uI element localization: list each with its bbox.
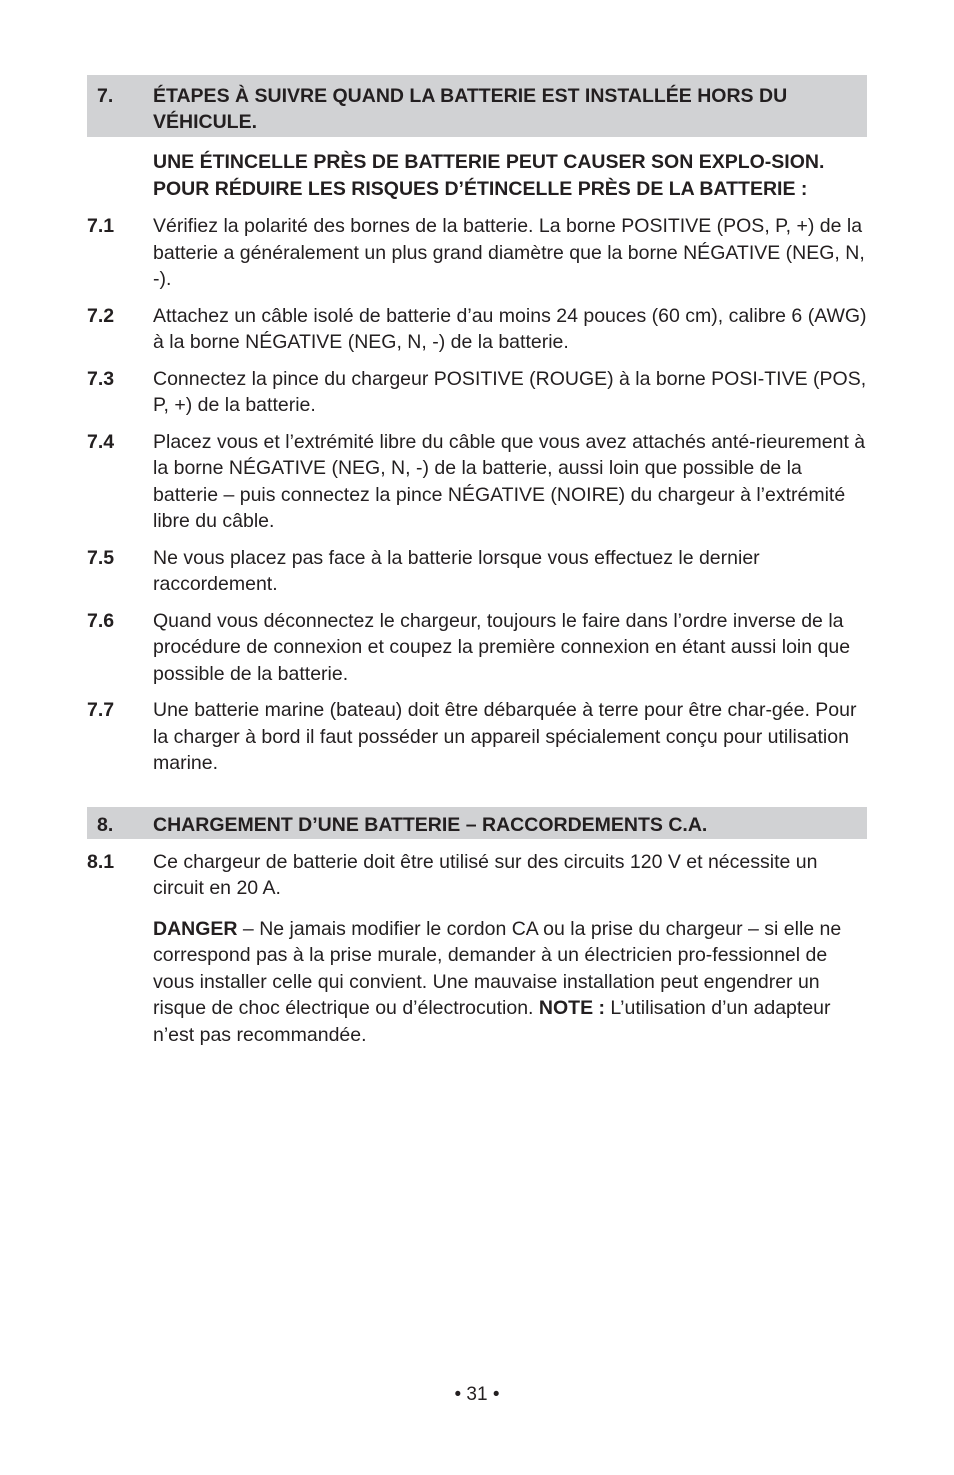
section-8-header bbox=[87, 807, 867, 839]
section-title: ÉTAPES À SUIVRE QUAND LA BATTERIE EST INSTALLÉE HORS DU VÉHICULE. bbox=[153, 85, 788, 133]
section-7-items bbox=[87, 213, 867, 777]
item-text: Ne vous placez pas face à la batterie lorsque vous effectuez le dernier raccordement. bbox=[153, 546, 760, 595]
warning-text: UNE ÉTINCELLE PRÈS DE BATTERIE PEUT CAUSER SON EXPLO-SION. POUR RÉDUIRE LES RISQUES D’ÉTINCELLE PRÈS DE LA BATTERIE : bbox=[153, 151, 825, 200]
page-number: • 31 • bbox=[454, 1384, 500, 1405]
section-number: 8. bbox=[97, 813, 114, 836]
note-label: NOTE : bbox=[538, 997, 605, 1019]
danger-paragraph bbox=[153, 916, 867, 1049]
item-text: Placez vous et l’extrémité libre du câble que vous avez attachés anté-rieurement à la borne NÉGATIVE (NEG, N, -) de la batterie, aussi loin que possible de la batterie – puis connectez la pince NÉGATIVE (NOIRE) du chargeur à l’extrémité libre du câble. bbox=[153, 430, 866, 532]
section-8 bbox=[87, 807, 867, 1049]
item-text: Ce chargeur de batterie doit être utilisé sur des circuits 120 V et nécessite un circuit en 20 A. bbox=[153, 850, 818, 899]
item-number: 7.2 bbox=[87, 304, 115, 327]
item-number: 7.5 bbox=[87, 546, 115, 569]
item-number: 7.3 bbox=[87, 367, 115, 390]
item-text: Quand vous déconnectez le chargeur, toujours le faire dans l’ordre inverse de la procédure de connexion et coupez la première connexion en étant aussi loin que possible de la batterie. bbox=[153, 609, 851, 685]
item-number: 7.4 bbox=[87, 430, 115, 453]
list-item bbox=[87, 303, 867, 356]
item-text: Connectez la pince du chargeur POSITIVE (ROUGE) à la borne POSI-TIVE (POS, P, +) de la batterie. bbox=[153, 367, 867, 416]
section-number: 7. bbox=[97, 85, 114, 107]
item-text: Vérifiez la polarité des bornes de la batterie. La borne POSITIVE (POS, P, +) de la batterie a généralement un plus grand diamètre que la borne NÉGATIVE (NEG, N, -). bbox=[153, 215, 865, 290]
section-title: CHARGEMENT D’UNE BATTERIE – RACCORDEMENTS C.A. bbox=[153, 813, 708, 836]
list-item bbox=[87, 849, 867, 902]
note-text: L’utilisation d’un adapteur n’est pas recommandée. bbox=[153, 997, 831, 1046]
item-number: 7.1 bbox=[87, 215, 115, 237]
item-text: Attachez un câble isolé de batterie d’au moins 24 pouces (60 cm), calibre 6 (AWG) à la borne NÉGATIVE (NEG, N, -) de la batterie. bbox=[153, 304, 867, 353]
list-item bbox=[87, 429, 867, 535]
list-item bbox=[87, 213, 867, 293]
item-text: Une batterie marine (bateau) doit être débarquée à terre pour être char-gée. Pour la charger à bord il faut posséder un appareil spécialement conçu pour utilisation marine. bbox=[153, 699, 857, 774]
danger-text: – Ne jamais modifier le cordon CA ou la prise du chargeur – si elle ne correspond pas à la prise murale, demander à un électricien pro-fessionnel de vous installer celle qui convient. Une mauvaise installation peut engendrer un risque de choc électrique ou d’électrocution. bbox=[153, 917, 842, 1019]
list-item bbox=[87, 366, 867, 419]
item-number: 8.1 bbox=[87, 850, 115, 873]
list-item bbox=[87, 545, 867, 598]
list-item bbox=[87, 608, 867, 688]
item-number: 7.6 bbox=[87, 609, 115, 632]
danger-label: DANGER bbox=[153, 917, 238, 940]
list-item bbox=[87, 697, 867, 777]
document-page bbox=[87, 75, 867, 1048]
section-7-header bbox=[87, 75, 867, 137]
item-number: 7.7 bbox=[87, 699, 115, 721]
